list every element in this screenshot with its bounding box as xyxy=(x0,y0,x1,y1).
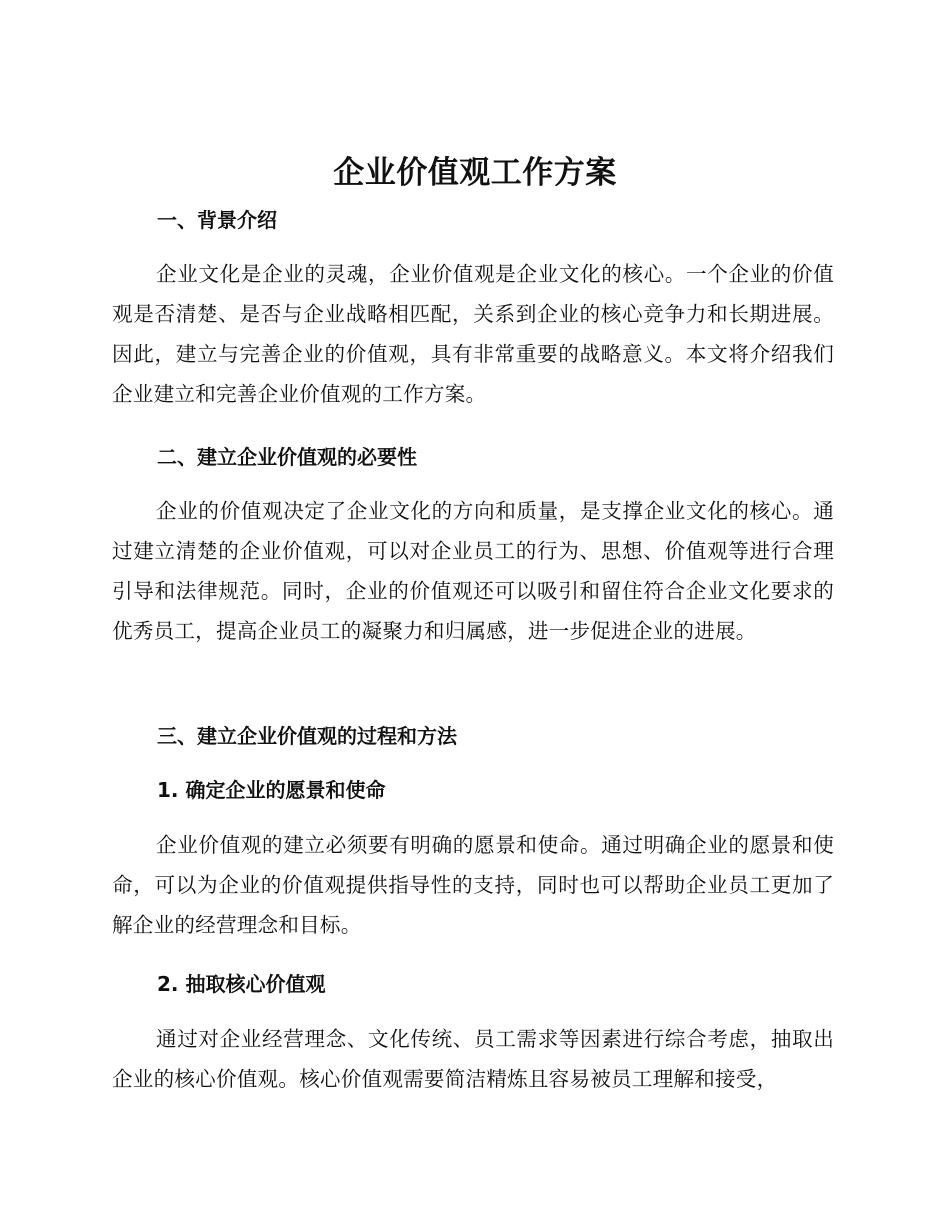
subsection-heading-vision-mission: 1. 确定企业的愿景和使命 xyxy=(157,778,386,802)
section-paragraph-background: 企业文化是企业的灵魂，企业价值观是企业文化的核心。一个企业的价值观是否清楚、是否与企业战略相匹配，关系到企业的核心竞争力和长期进展。因此，建立与完善企业的价值观，具有非常重要的战略意义。本文将介绍我们企业建立和完善企业价值观的工作方案。 xyxy=(112,262,834,406)
subsection-paragraph-vision-mission: 企业价值观的建立必须要有明确的愿景和使命。通过明确企业的愿景和使命，可以为企业的价值观提供指导性的支持，同时也可以帮助企业员工更加了解企业的经营理念和目标。 xyxy=(112,833,834,937)
subsection-heading-core-values: 2. 抽取核心价值观 xyxy=(157,972,326,996)
section-paragraph-necessity: 企业的价值观决定了企业文化的方向和质量，是支撑企业文化的核心。通过建立清楚的企业价值观，可以对企业员工的行为、思想、价值观等进行合理引导和法律规范。同时，企业的价值观还可以吸引和留住符合企业文化要求的优秀员工，提高企业员工的凝聚力和归属感，进一步促进企业的进展。 xyxy=(112,499,834,643)
section-heading-necessity: 二、建立企业价值观的必要性 xyxy=(157,445,417,469)
section-heading-process: 三、建立企业价值观的过程和方法 xyxy=(157,724,457,748)
subsection-paragraph-core-values: 通过对企业经营理念、文化传统、员工需求等因素进行综合考虑，抽取出企业的核心价值观。核心价值观需要简洁精炼且容易被员工理解和接受， xyxy=(112,1027,834,1091)
document-title: 企业价值观工作方案 xyxy=(333,155,617,191)
section-heading-background: 一、背景介绍 xyxy=(157,208,277,232)
